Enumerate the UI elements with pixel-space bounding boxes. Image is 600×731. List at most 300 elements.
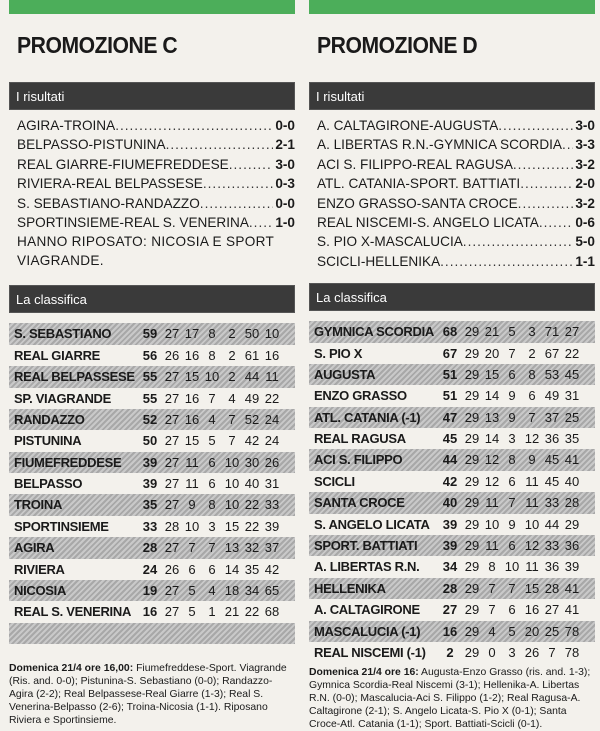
standings-row xyxy=(309,471,595,492)
points: 19 xyxy=(142,583,158,599)
standings-row xyxy=(9,537,295,558)
wins: 15 xyxy=(484,366,500,382)
team-name: REAL NISCEMI (-1) xyxy=(314,644,426,660)
goals-for: 42 xyxy=(244,433,260,449)
points: 33 xyxy=(142,518,158,534)
result-row xyxy=(317,232,595,251)
goals-for: 27 xyxy=(544,602,560,618)
draws: 8 xyxy=(208,347,216,363)
next-round-fixtures: Augusta-Enzo Grasso (ris. and. 1-3); Gymnica Scordia-Real Niscemi (3-1); Hellenika-A. Libertas R.N. (0-0); Mascalucia-Aci S. Filippo (1-2); Real Ragusa-A. Caltagirone (2-1); S. Angelo Licata-S. Pio X (0-1); Santa Croce-Atl. Catania (1-1); Sport. Battiati-Scicli (0-1). xyxy=(309,667,591,731)
match-score: 2-0 xyxy=(575,176,595,192)
match-score: 0-6 xyxy=(575,214,595,230)
goals-against: 78 xyxy=(564,644,580,660)
match-name: REAL GIARRE-FIUMEFREDDESE xyxy=(17,156,229,172)
standings-row xyxy=(309,621,595,642)
losses: 4 xyxy=(228,390,236,406)
played: 26 xyxy=(164,561,180,577)
points: 42 xyxy=(442,473,458,489)
match-name: REAL NISCEMI-S. ANGELO LICATA xyxy=(317,214,539,230)
match-score: 3-0 xyxy=(575,118,595,133)
match-name: S. SEBASTIANO-RANDAZZO xyxy=(17,195,200,211)
goals-against: 45 xyxy=(564,366,580,382)
draws: 8 xyxy=(208,326,216,342)
points: 52 xyxy=(142,411,158,427)
wins: 11 xyxy=(185,454,199,470)
points: 51 xyxy=(442,388,458,404)
match-score: 1-0 xyxy=(275,214,295,230)
result-row xyxy=(317,174,595,193)
goals-against: 22 xyxy=(264,390,280,406)
standings-row xyxy=(9,559,295,580)
wins: 5 xyxy=(188,583,196,599)
goals-against: 39 xyxy=(564,559,580,575)
draws: 3 xyxy=(508,644,516,660)
played: 29 xyxy=(464,431,480,447)
played: 29 xyxy=(464,388,480,404)
points: 39 xyxy=(142,476,158,492)
result-row xyxy=(317,155,595,174)
goals-for: 7 xyxy=(548,644,556,660)
losses: 2 xyxy=(228,326,236,342)
match-name: ACI S. FILIPPO-REAL RAGUSA xyxy=(317,156,513,172)
goals-against: 31 xyxy=(564,388,580,404)
wins: 5 xyxy=(188,604,196,620)
goals-against: 24 xyxy=(264,433,280,449)
goals-against: 41 xyxy=(564,602,580,618)
team-name: SP. VIAGRANDE xyxy=(14,390,111,406)
match-name: A. CALTAGIRONE-AUGUSTA xyxy=(317,118,499,133)
goals-for: 52 xyxy=(244,411,260,427)
points: 34 xyxy=(442,559,458,575)
losses: 9 xyxy=(528,452,536,468)
team-name: A. LIBERTAS R.N. xyxy=(314,559,420,575)
points: 50 xyxy=(142,433,158,449)
played: 27 xyxy=(164,497,180,513)
match-name: SCICLI-HELLENIKA xyxy=(317,253,441,269)
results-list xyxy=(309,116,595,271)
match-name: BELPASSO-PISTUNINA xyxy=(17,137,166,153)
goals-against: 10 xyxy=(264,326,280,342)
played: 29 xyxy=(464,345,480,361)
played: 27 xyxy=(164,369,180,385)
played: 27 xyxy=(164,411,180,427)
losses: 10 xyxy=(524,516,540,532)
match-score: 3-3 xyxy=(575,137,595,153)
played: 29 xyxy=(464,580,480,596)
standings-row xyxy=(9,366,295,387)
played: 27 xyxy=(164,326,180,342)
goals-for: 22 xyxy=(244,518,260,534)
draws: 9 xyxy=(508,409,516,425)
match-name: RIVIERA-REAL BELPASSESE xyxy=(17,176,203,192)
goals-against: 37 xyxy=(264,540,280,556)
goals-against: 16 xyxy=(264,347,280,363)
standings-row xyxy=(309,428,595,449)
goals-for: 36 xyxy=(544,431,560,447)
points: 47 xyxy=(442,409,458,425)
standings-row xyxy=(309,492,595,513)
standings-row xyxy=(309,514,595,535)
goals-against: 41 xyxy=(564,452,580,468)
standings-row xyxy=(9,345,295,366)
standings-row xyxy=(309,535,595,556)
results-header: I risultati xyxy=(309,82,595,110)
next-round-date: Domenica 21/4 ore 16,00: xyxy=(9,662,134,674)
draws: 7 xyxy=(508,345,516,361)
goals-against: 26 xyxy=(264,454,280,470)
result-row xyxy=(17,155,295,174)
losses: 7 xyxy=(228,433,236,449)
losses: 10 xyxy=(224,454,240,470)
result-row xyxy=(317,213,595,232)
leader-dots xyxy=(203,174,273,193)
losses: 16 xyxy=(524,602,540,618)
draws: 3 xyxy=(208,518,216,534)
result-row xyxy=(317,135,595,154)
wins: 16 xyxy=(184,347,200,363)
team-name: HELLENIKA xyxy=(314,580,386,596)
goals-for: 33 xyxy=(544,538,560,554)
leader-dots xyxy=(562,135,573,154)
team-name: RIVIERA xyxy=(14,561,65,577)
played: 29 xyxy=(464,538,480,554)
goals-against: 24 xyxy=(264,411,280,427)
played: 29 xyxy=(464,452,480,468)
played: 29 xyxy=(464,623,480,639)
green-header-bar xyxy=(309,0,595,14)
results-list xyxy=(9,116,295,232)
wins: 11 xyxy=(485,538,499,554)
goals-for: 22 xyxy=(244,497,260,513)
draws: 7 xyxy=(508,495,516,511)
goals-against: 35 xyxy=(564,431,580,447)
losses: 20 xyxy=(524,623,540,639)
result-row xyxy=(17,174,295,193)
team-name: SPORT. BATTIATI xyxy=(314,538,418,554)
team-name: S. SEBASTIANO xyxy=(14,326,112,342)
draws: 10 xyxy=(504,559,520,575)
goals-against: 27 xyxy=(564,324,580,340)
points: 39 xyxy=(442,538,458,554)
losses: 11 xyxy=(525,495,539,511)
draws: 7 xyxy=(208,540,216,556)
standings-row xyxy=(9,473,295,494)
result-row xyxy=(317,116,595,135)
standings-row xyxy=(309,449,595,470)
standings-row xyxy=(9,601,295,622)
goals-for: 40 xyxy=(244,476,260,492)
wins: 11 xyxy=(485,495,499,511)
goals-against: 42 xyxy=(264,561,280,577)
goals-for: 44 xyxy=(244,369,260,385)
points: 56 xyxy=(142,347,158,363)
wins: 15 xyxy=(184,433,200,449)
next-round-fixtures: Fiumefreddese-Sport. Viagrande (Ris. and. 0-0); Pistunina-S. Sebastiano (0-0); Randazzo-Agira (2-2); Real Belpassese-Real Giarre (1-3); Real S. Venerina-Belpasso (2-6); Troina-Nicosia (1-1). Riposano Riviera e Sportinsieme. xyxy=(9,662,287,726)
draws: 6 xyxy=(508,538,516,554)
standings-row xyxy=(9,494,295,515)
goals-against: 36 xyxy=(564,538,580,554)
losses: 7 xyxy=(228,411,236,427)
points: 16 xyxy=(442,623,458,639)
leader-dots xyxy=(539,213,574,232)
team-name: AUGUSTA xyxy=(314,366,376,382)
match-score: 3-2 xyxy=(575,156,595,172)
draws: 6 xyxy=(208,476,216,492)
losses: 21 xyxy=(224,604,240,620)
leader-dots xyxy=(115,116,273,135)
standings-row xyxy=(9,388,295,409)
points: 27 xyxy=(442,602,458,618)
goals-for: 49 xyxy=(244,390,260,406)
losses: 2 xyxy=(228,369,236,385)
goals-for: 33 xyxy=(544,495,560,511)
wins: 14 xyxy=(484,431,500,447)
wins: 16 xyxy=(184,390,200,406)
goals-for: 36 xyxy=(544,559,560,575)
played: 29 xyxy=(464,495,480,511)
draws: 6 xyxy=(508,366,516,382)
played: 27 xyxy=(164,433,180,449)
played: 29 xyxy=(464,409,480,425)
wins: 12 xyxy=(484,473,500,489)
standings-row xyxy=(9,430,295,451)
played: 27 xyxy=(164,390,180,406)
goals-against: 65 xyxy=(264,583,280,599)
played: 26 xyxy=(164,347,180,363)
leader-dots xyxy=(513,155,573,174)
team-name: REAL S. VENERINA xyxy=(14,604,132,620)
result-row xyxy=(17,135,295,154)
losses: 18 xyxy=(224,583,240,599)
wins: 7 xyxy=(488,602,496,618)
wins: 7 xyxy=(188,540,196,556)
promozione-c-column xyxy=(9,0,295,727)
leader-dots xyxy=(249,213,273,232)
team-name: SCICLI xyxy=(314,473,355,489)
wins: 10 xyxy=(484,516,500,532)
match-score: 5-0 xyxy=(575,234,595,250)
wins: 12 xyxy=(484,452,500,468)
draws: 10 xyxy=(204,369,220,385)
goals-for: 34 xyxy=(244,583,260,599)
draws: 8 xyxy=(508,452,516,468)
goals-for: 45 xyxy=(544,452,560,468)
wins: 15 xyxy=(184,369,200,385)
played: 28 xyxy=(164,518,180,534)
losses: 26 xyxy=(524,644,540,660)
goals-for: 49 xyxy=(544,388,560,404)
draws: 6 xyxy=(508,602,516,618)
standings-row xyxy=(9,452,295,473)
losses: 13 xyxy=(224,540,240,556)
standings-row xyxy=(309,385,595,406)
team-name: REAL BELPASSESE xyxy=(14,369,135,385)
team-name: MASCALUCIA (-1) xyxy=(314,623,421,639)
wins: 0 xyxy=(488,644,496,660)
wins: 13 xyxy=(484,409,500,425)
draws: 9 xyxy=(508,516,516,532)
wins: 16 xyxy=(184,411,200,427)
points: 55 xyxy=(142,369,158,385)
goals-for: 44 xyxy=(544,516,560,532)
draws: 8 xyxy=(208,497,216,513)
match-score: 3-2 xyxy=(575,195,595,211)
points: 59 xyxy=(142,326,158,342)
draws: 4 xyxy=(208,411,216,427)
goals-against: 68 xyxy=(264,604,280,620)
leader-dots xyxy=(463,232,574,251)
played: 27 xyxy=(164,476,180,492)
standings-row xyxy=(309,321,595,342)
team-name: SPORTINSIEME xyxy=(14,518,109,534)
wins: 17 xyxy=(184,326,200,342)
match-name: AGIRA-TROINA xyxy=(17,118,116,133)
draws: 3 xyxy=(508,431,516,447)
team-name: RANDAZZO xyxy=(14,411,85,427)
leader-dots xyxy=(440,252,573,271)
wins: 8 xyxy=(488,559,496,575)
team-name: SANTA CROCE xyxy=(314,495,405,511)
draws: 5 xyxy=(208,433,216,449)
goals-for: 35 xyxy=(244,561,260,577)
wins: 9 xyxy=(188,497,196,513)
goals-against: 40 xyxy=(564,473,580,489)
draws: 6 xyxy=(508,473,516,489)
standings-table xyxy=(9,323,295,622)
match-name: A. LIBERTAS R.N.-GYMNICA SCORDIA xyxy=(317,137,562,153)
played: 29 xyxy=(464,602,480,618)
played: 29 xyxy=(464,516,480,532)
goals-for: 30 xyxy=(244,454,260,470)
section-title: PROMOZIONE C xyxy=(17,32,178,58)
standings-header: La classifica xyxy=(9,285,295,313)
leader-dots xyxy=(518,194,574,213)
leader-dots xyxy=(229,155,274,174)
losses: 14 xyxy=(224,561,240,577)
wins: 6 xyxy=(188,561,196,577)
wins: 21 xyxy=(484,324,500,340)
goals-against: 31 xyxy=(264,476,280,492)
goals-for: 25 xyxy=(544,623,560,639)
next-round-note xyxy=(9,662,295,727)
match-name: SPORTINSIEME-REAL S. VENERINA xyxy=(17,214,249,230)
goals-against: 25 xyxy=(564,409,580,425)
goals-against: 33 xyxy=(264,497,280,513)
standings-table xyxy=(309,321,595,663)
team-name: GYMNICA SCORDIA xyxy=(314,324,434,340)
losses: 15 xyxy=(224,518,240,534)
team-name: REAL GIARRE xyxy=(14,347,101,363)
losses: 3 xyxy=(528,324,536,340)
points: 2 xyxy=(446,644,454,660)
results-header: I risultati xyxy=(9,82,295,110)
result-row xyxy=(17,194,295,213)
match-name: S. PIO X-MASCALUCIA xyxy=(317,234,463,250)
standings-row xyxy=(309,556,595,577)
standings-row xyxy=(309,599,595,620)
goals-against: 28 xyxy=(564,495,580,511)
points: 35 xyxy=(142,497,158,513)
team-name: REAL RAGUSA xyxy=(314,431,406,447)
goals-against: 22 xyxy=(564,345,580,361)
goals-for: 45 xyxy=(544,473,560,489)
draws: 6 xyxy=(208,454,216,470)
result-row xyxy=(17,213,295,232)
played: 29 xyxy=(464,366,480,382)
played: 27 xyxy=(164,454,180,470)
draws: 1 xyxy=(208,604,216,620)
match-score: 1-1 xyxy=(575,253,595,269)
points: 39 xyxy=(142,454,158,470)
wins: 11 xyxy=(185,476,199,492)
match-score: 0-3 xyxy=(275,176,295,192)
losses: 11 xyxy=(525,473,539,489)
points: 28 xyxy=(442,580,458,596)
match-score: 0-0 xyxy=(275,118,295,133)
losses: 8 xyxy=(528,366,536,382)
team-name: S. PIO X xyxy=(314,345,363,361)
losses: 12 xyxy=(524,431,540,447)
promozione-d-column xyxy=(309,0,595,731)
losses: 6 xyxy=(528,388,536,404)
draws: 5 xyxy=(508,324,516,340)
draws: 7 xyxy=(208,390,216,406)
wins: 4 xyxy=(488,623,496,639)
standings-row xyxy=(309,343,595,364)
match-score: 0-0 xyxy=(275,195,295,211)
goals-against: 39 xyxy=(264,518,280,534)
goals-for: 22 xyxy=(244,604,260,620)
played: 27 xyxy=(164,583,180,599)
played: 29 xyxy=(464,473,480,489)
team-name: ATL. CATANIA (-1) xyxy=(314,409,421,425)
points: 28 xyxy=(142,540,158,556)
goals-against: 11 xyxy=(265,369,279,385)
match-score: 3-0 xyxy=(275,156,295,172)
points: 68 xyxy=(442,324,458,340)
team-name: AGIRA xyxy=(14,540,55,556)
goals-against: 29 xyxy=(564,516,580,532)
points: 39 xyxy=(442,516,458,532)
team-name: S. ANGELO LICATA xyxy=(314,516,430,532)
team-name: ACI S. FILIPPO xyxy=(314,452,403,468)
wins: 7 xyxy=(488,580,496,596)
points: 55 xyxy=(142,390,158,406)
standings-row xyxy=(309,642,595,663)
standings-row xyxy=(309,407,595,428)
leader-dots xyxy=(200,194,274,213)
team-name: FIUMEFREDDESE xyxy=(14,454,122,470)
team-name: TROINA xyxy=(14,497,63,513)
draws: 6 xyxy=(208,561,216,577)
goals-against: 78 xyxy=(564,623,580,639)
leader-dots xyxy=(498,116,573,135)
points: 67 xyxy=(442,345,458,361)
result-row xyxy=(17,116,295,135)
standings-row xyxy=(309,578,595,599)
played: 27 xyxy=(164,540,180,556)
match-name: ATL. CATANIA-SPORT. BATTIATI xyxy=(317,176,521,192)
draws: 7 xyxy=(508,580,516,596)
points: 16 xyxy=(142,604,158,620)
wins: 10 xyxy=(184,518,200,534)
goals-for: 53 xyxy=(544,366,560,382)
wins: 20 xyxy=(484,345,500,361)
wins: 14 xyxy=(484,388,500,404)
standings-row xyxy=(9,516,295,537)
points: 51 xyxy=(442,366,458,382)
goals-for: 37 xyxy=(544,409,560,425)
